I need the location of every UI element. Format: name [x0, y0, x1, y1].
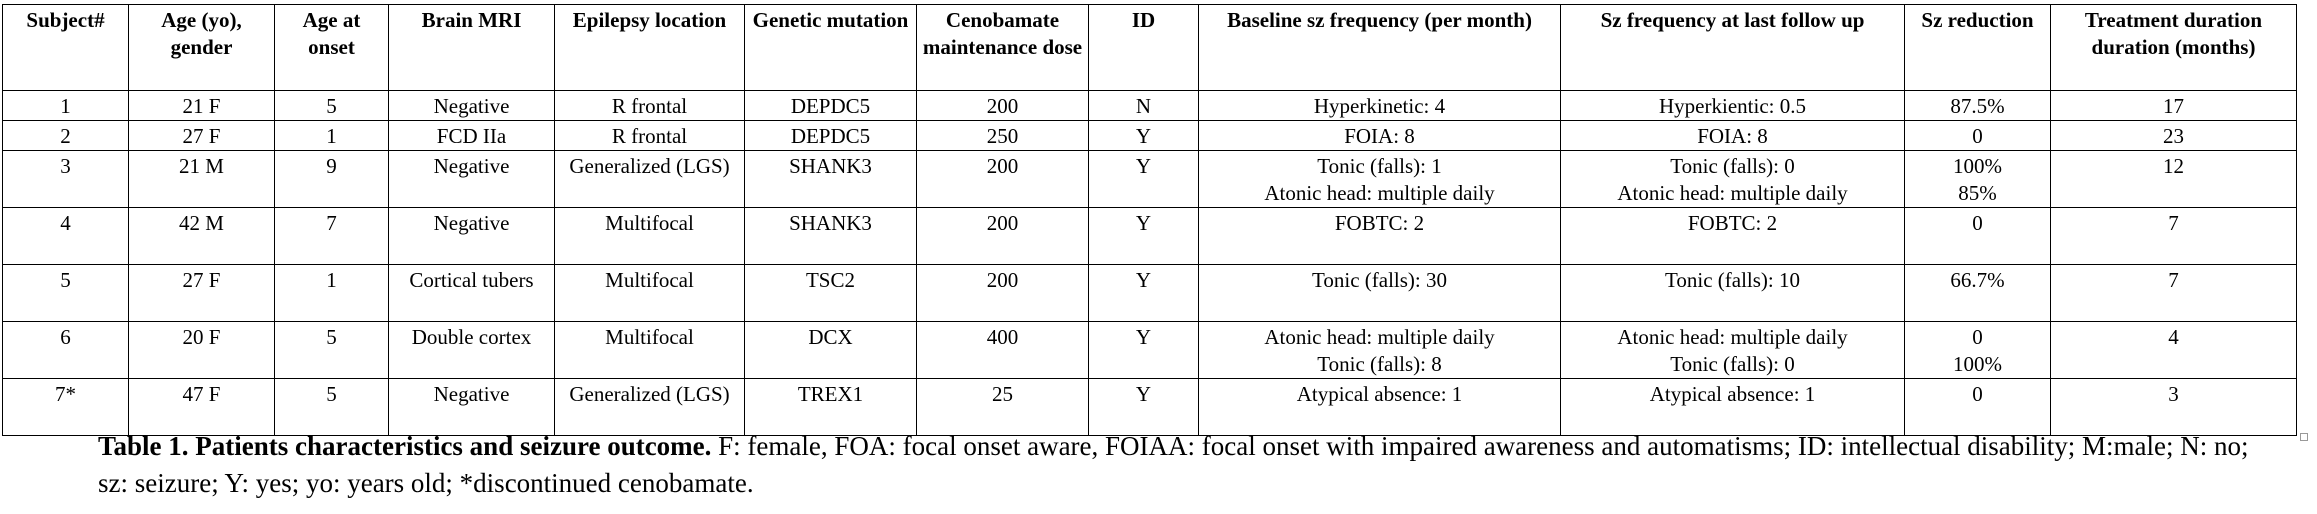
cell-epilepsy-location: Multifocal: [555, 208, 745, 265]
cell-baseline-frequency-line: Tonic (falls): 1: [1317, 154, 1442, 178]
cell-treatment-duration: 23: [2051, 121, 2297, 151]
cell-sz-reduction-line: 87.5%: [1950, 94, 2005, 118]
cell-genetic-mutation: TSC2: [745, 265, 917, 322]
table-row: [3, 151, 2297, 208]
cell-age-gender: 20 F: [129, 322, 275, 379]
cell-sz-reduction-line: 100%: [1953, 352, 2002, 376]
cell-id: Y: [1089, 208, 1199, 265]
cell-sz-reduction: [1905, 265, 2051, 322]
cell-baseline-frequency-line: Atonic head: multiple daily: [1264, 325, 1495, 349]
cell-brain-mri: Double cortex: [389, 322, 555, 379]
cell-cenobamate-dose: 200: [917, 91, 1089, 121]
cell-subject: 4: [3, 208, 129, 265]
cell-brain-mri: FCD IIa: [389, 121, 555, 151]
caption-text: F: female, FOA: focal onset aware, FOIAA: focal onset with impaired awareness and automatisms; ID: intellectual disability; M:male; N: no; sz: seizure; Y: yes; yo: years old; *discontinued cenobamate.: [98, 431, 2249, 498]
cell-sz-reduction: [1905, 379, 2051, 436]
cell-followup-frequency-line: Atonic head: multiple daily: [1617, 181, 1848, 205]
cell-cenobamate-dose: 200: [917, 265, 1089, 322]
header-id: ID: [1089, 5, 1199, 91]
cell-baseline-frequency: [1199, 208, 1561, 265]
cell-epilepsy-location: Multifocal: [555, 265, 745, 322]
cell-followup-frequency-line: Tonic (falls): 10: [1665, 268, 1800, 292]
cell-age-onset: 1: [275, 265, 389, 322]
cell-followup-frequency-line: FOBTC: 2: [1687, 211, 1778, 235]
cell-baseline-frequency: [1199, 151, 1561, 208]
cell-followup-frequency-line: FOIA: 8: [1697, 124, 1768, 148]
cell-followup-frequency: [1561, 121, 1905, 151]
table-row: [3, 121, 2297, 151]
cell-baseline-frequency-line: Tonic (falls): 30: [1312, 268, 1447, 292]
cell-followup-frequency-line: Atonic head: multiple daily: [1617, 325, 1848, 349]
cell-sz-reduction: [1905, 121, 2051, 151]
cell-age-gender: 27 F: [129, 265, 275, 322]
cell-genetic-mutation: DEPDC5: [745, 91, 917, 121]
cell-sz-reduction-line: 66.7%: [1950, 268, 2005, 292]
cell-brain-mri: Cortical tubers: [389, 265, 555, 322]
header-sz-reduction: Sz reduction: [1905, 5, 2051, 91]
cell-epilepsy-location: R frontal: [555, 91, 745, 121]
cell-brain-mri: Negative: [389, 208, 555, 265]
cell-treatment-duration: 17: [2051, 91, 2297, 121]
cell-sz-reduction-line: 0: [1972, 325, 1983, 349]
header-treatment-duration: Treatment duration duration (months): [2051, 5, 2297, 91]
cell-cenobamate-dose: 400: [917, 322, 1089, 379]
table-row: [3, 91, 2297, 121]
cell-followup-frequency: [1561, 208, 1905, 265]
cell-sz-reduction: [1905, 91, 2051, 121]
cell-epilepsy-location: Multifocal: [555, 322, 745, 379]
cell-followup-frequency-line: Atypical absence: 1: [1649, 382, 1816, 406]
cell-treatment-duration: 4: [2051, 322, 2297, 379]
cell-subject: 1: [3, 91, 129, 121]
cell-genetic-mutation: DEPDC5: [745, 121, 917, 151]
table-anchor-handle: [2300, 433, 2308, 441]
cell-treatment-duration: 7: [2051, 208, 2297, 265]
cell-age-onset: 5: [275, 322, 389, 379]
cell-cenobamate-dose: 250: [917, 121, 1089, 151]
cell-epilepsy-location: R frontal: [555, 121, 745, 151]
cell-baseline-frequency: [1199, 91, 1561, 121]
cell-subject: 7*: [3, 379, 129, 436]
cell-age-gender: 21 M: [129, 151, 275, 208]
cell-age-onset: 5: [275, 91, 389, 121]
cell-age-onset: 7: [275, 208, 389, 265]
document-page: [0, 4, 2300, 436]
cell-baseline-frequency: [1199, 379, 1561, 436]
header-epilepsy-location: Epilepsy location: [555, 5, 745, 91]
cell-id: N: [1089, 91, 1199, 121]
cell-baseline-frequency-line: Atypical absence: 1: [1296, 382, 1463, 406]
cell-cenobamate-dose: 200: [917, 151, 1089, 208]
cell-subject: 3: [3, 151, 129, 208]
cell-id: Y: [1089, 121, 1199, 151]
cell-id: Y: [1089, 151, 1199, 208]
cell-brain-mri: Negative: [389, 151, 555, 208]
cell-treatment-duration: 12: [2051, 151, 2297, 208]
cell-brain-mri: Negative: [389, 379, 555, 436]
cell-followup-frequency: [1561, 151, 1905, 208]
cell-followup-frequency: [1561, 91, 1905, 121]
cell-baseline-frequency: [1199, 121, 1561, 151]
cell-baseline-frequency: [1199, 265, 1561, 322]
cell-cenobamate-dose: 200: [917, 208, 1089, 265]
table-row: [3, 208, 2297, 265]
cell-age-onset: 1: [275, 121, 389, 151]
cell-treatment-duration: 3: [2051, 379, 2297, 436]
cell-treatment-duration: 7: [2051, 265, 2297, 322]
header-subject: Subject#: [3, 5, 129, 91]
cell-genetic-mutation: DCX: [745, 322, 917, 379]
cell-age-gender: 21 F: [129, 91, 275, 121]
cell-sz-reduction: [1905, 208, 2051, 265]
table-caption: [98, 428, 2278, 502]
table-row: [3, 322, 2297, 379]
cell-followup-frequency: [1561, 379, 1905, 436]
header-cenobamate-dose: Cenobamate maintenance dose: [917, 5, 1089, 91]
cell-age-gender: 27 F: [129, 121, 275, 151]
cell-genetic-mutation: TREX1: [745, 379, 917, 436]
header-brain-mri: Brain MRI: [389, 5, 555, 91]
cell-genetic-mutation: SHANK3: [745, 208, 917, 265]
cell-subject: 2: [3, 121, 129, 151]
cell-age-onset: 9: [275, 151, 389, 208]
cell-followup-frequency: [1561, 322, 1905, 379]
caption-title: Table 1. Patients characteristics and seizure outcome.: [98, 431, 712, 461]
cell-followup-frequency: [1561, 265, 1905, 322]
cell-subject: 5: [3, 265, 129, 322]
header-age-onset: Age at onset: [275, 5, 389, 91]
cell-genetic-mutation: SHANK3: [745, 151, 917, 208]
cell-age-gender: 47 F: [129, 379, 275, 436]
cell-age-onset: 5: [275, 379, 389, 436]
cell-baseline-frequency-line: FOBTC: 2: [1334, 211, 1425, 235]
header-genetic-mutation: Genetic mutation: [745, 5, 917, 91]
header-baseline-frequency: Baseline sz frequency (per month): [1199, 5, 1561, 91]
cell-followup-frequency-line: Tonic (falls): 0: [1670, 154, 1795, 178]
table-row: [3, 379, 2297, 436]
cell-sz-reduction-line: 0: [1972, 124, 1983, 148]
patients-table: [2, 4, 2297, 436]
cell-cenobamate-dose: 25: [917, 379, 1089, 436]
cell-sz-reduction-line: 100%: [1953, 154, 2002, 178]
cell-id: Y: [1089, 265, 1199, 322]
cell-brain-mri: Negative: [389, 91, 555, 121]
cell-epilepsy-location: Generalized (LGS): [555, 151, 745, 208]
cell-id: Y: [1089, 379, 1199, 436]
cell-baseline-frequency-line: Tonic (falls): 8: [1317, 352, 1442, 376]
cell-followup-frequency-line: Tonic (falls): 0: [1670, 352, 1795, 376]
header-age-gender: Age (yo), gender: [129, 5, 275, 91]
cell-epilepsy-location: Generalized (LGS): [555, 379, 745, 436]
cell-baseline-frequency-line: Hyperkinetic: 4: [1313, 94, 1446, 118]
cell-baseline-frequency: [1199, 322, 1561, 379]
cell-sz-reduction: [1905, 322, 2051, 379]
table-header-row: [3, 5, 2297, 91]
cell-subject: 6: [3, 322, 129, 379]
header-followup-frequency: Sz frequency at last follow up: [1561, 5, 1905, 91]
cell-followup-frequency-line: Hyperkientic: 0.5: [1659, 94, 1806, 118]
cell-sz-reduction-line: 0: [1972, 382, 1983, 406]
cell-sz-reduction-line: 0: [1972, 211, 1983, 235]
cell-id: Y: [1089, 322, 1199, 379]
cell-baseline-frequency-line: Atonic head: multiple daily: [1264, 181, 1495, 205]
cell-sz-reduction: [1905, 151, 2051, 208]
cell-sz-reduction-line: 85%: [1958, 181, 1997, 205]
table-row: [3, 265, 2297, 322]
cell-baseline-frequency-line: FOIA: 8: [1344, 124, 1415, 148]
cell-age-gender: 42 M: [129, 208, 275, 265]
